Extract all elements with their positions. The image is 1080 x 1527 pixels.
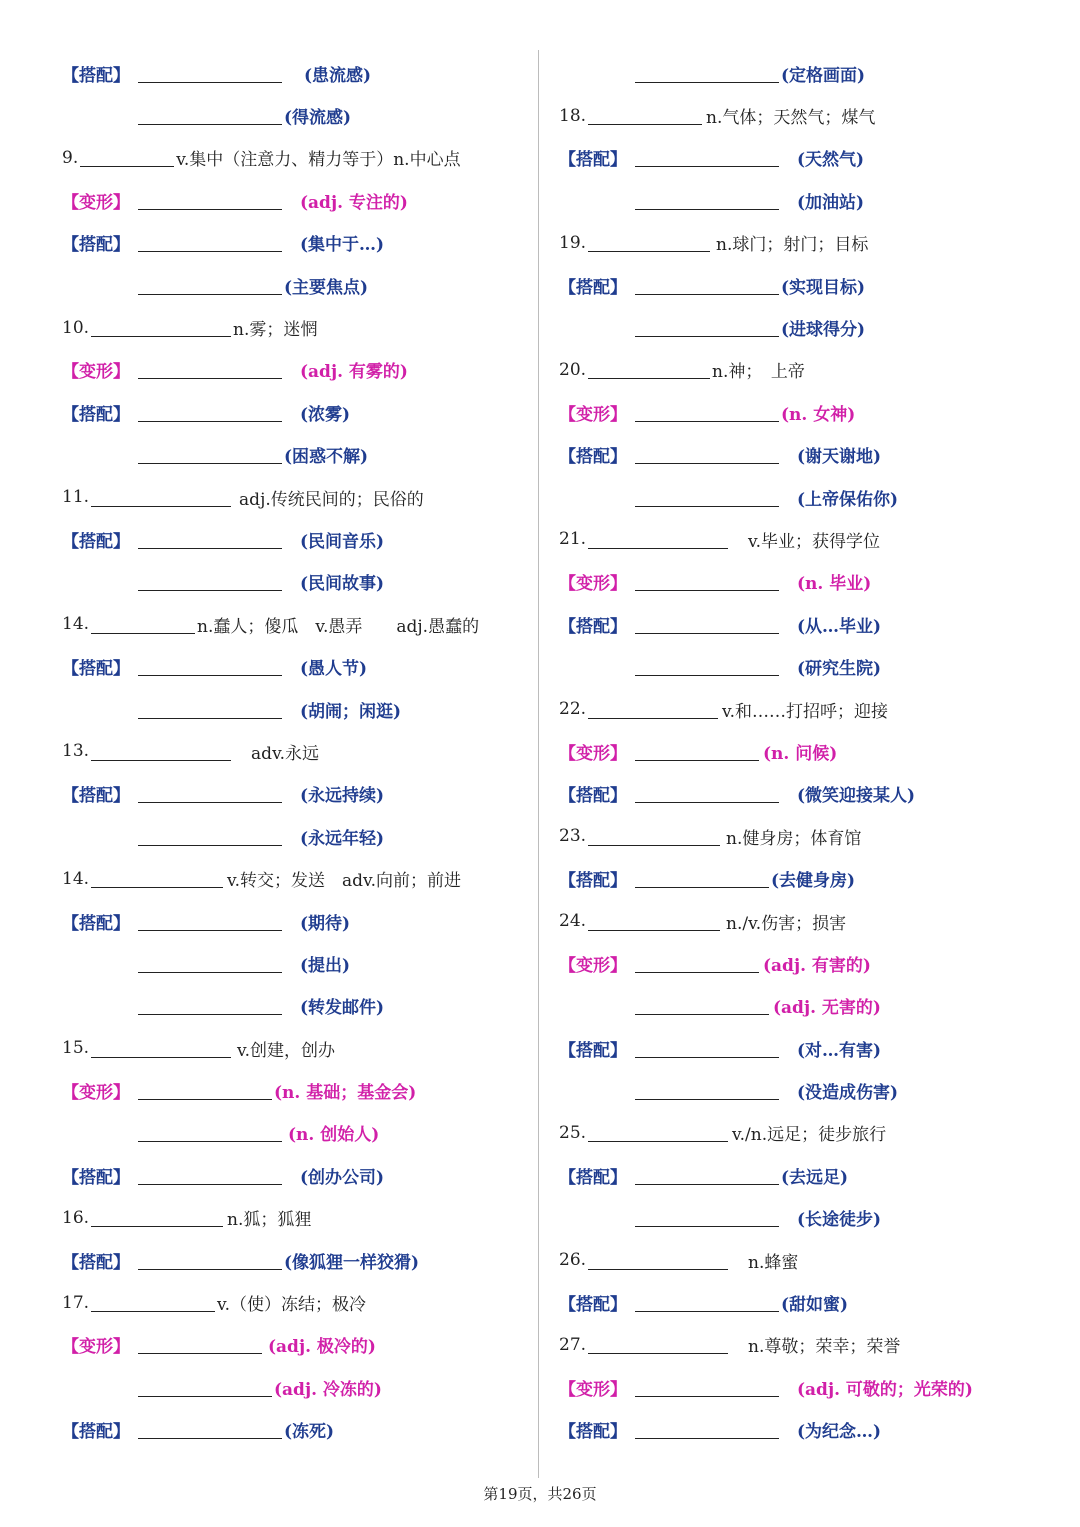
hint-text: (n. 问候)	[763, 743, 838, 764]
answer-blank[interactable]	[138, 657, 282, 676]
hint-text: (提出)	[300, 955, 351, 976]
entry-number: 17.	[62, 1292, 90, 1313]
answer-blank[interactable]	[138, 996, 282, 1015]
collocation-tag: 【搭配】	[62, 531, 130, 552]
answer-blank[interactable]	[588, 912, 720, 931]
hint-text: (永远年轻)	[300, 828, 385, 849]
answer-blank[interactable]	[138, 572, 282, 591]
vocab-entry	[62, 306, 522, 348]
vocab-entry	[559, 222, 1029, 264]
definition: n.蜂蜜	[748, 1252, 799, 1273]
tag-row	[62, 1239, 522, 1281]
tag-row	[559, 1154, 1029, 1196]
hint-text: (adj. 专注的)	[300, 192, 408, 213]
collocation-tag: 【搭配】	[559, 447, 627, 468]
answer-blank[interactable]	[138, 912, 282, 931]
hint-text: (n. 女神)	[781, 404, 856, 425]
answer-blank[interactable]	[138, 784, 282, 803]
entry-number: 23.	[559, 826, 587, 847]
entry-number: 20.	[559, 359, 587, 380]
entry-number: 14.	[62, 614, 90, 635]
collocation-tag: 【搭配】	[62, 65, 130, 86]
entry-number: 25.	[559, 1122, 587, 1143]
answer-blank[interactable]	[138, 191, 282, 210]
answer-blank[interactable]	[80, 148, 174, 167]
hint-text: (困惑不解)	[284, 447, 369, 468]
tag-row	[559, 434, 1029, 476]
answer-blank[interactable]	[138, 403, 282, 422]
continuation-row	[62, 942, 522, 984]
entry-number: 11.	[62, 487, 90, 508]
vocab-entry	[559, 1112, 1029, 1154]
continuation-row	[559, 476, 1029, 518]
tag-row	[62, 518, 522, 560]
tag-row	[62, 1409, 522, 1451]
answer-blank[interactable]	[635, 1039, 779, 1058]
vocab-entry	[62, 603, 522, 645]
tag-row	[559, 730, 1029, 772]
hint-text: (没造成伤害)	[797, 1083, 899, 1104]
hint-text: (研究生院)	[797, 659, 882, 680]
hint-text: (加油站)	[797, 192, 865, 213]
continuation-row	[559, 1069, 1029, 1111]
answer-blank[interactable]	[91, 1208, 223, 1227]
answer-blank[interactable]	[138, 1123, 282, 1142]
definition: n.雾；迷惘	[233, 320, 318, 341]
definition: v./n.远足；徒步旅行	[732, 1125, 887, 1146]
entry-number: 13.	[62, 741, 90, 762]
vocab-entry	[62, 1197, 522, 1239]
answer-blank[interactable]	[635, 148, 779, 167]
hint-text: (adj. 有害的)	[763, 955, 871, 976]
definition: v.毕业；获得学位	[748, 531, 881, 552]
answer-blank[interactable]	[138, 530, 282, 549]
definition: v.创建，创办	[237, 1040, 336, 1061]
hint-text: (n. 创始人)	[288, 1125, 380, 1146]
variant-tag: 【变形】	[62, 1083, 130, 1104]
page-footer: 第19页，共26页	[483, 1485, 597, 1503]
answer-blank[interactable]	[635, 615, 779, 634]
collocation-tag: 【搭配】	[559, 616, 627, 637]
entry-number: 9.	[62, 147, 79, 168]
tag-row	[559, 264, 1029, 306]
tag-row	[559, 137, 1029, 179]
hint-text: (患流感)	[304, 65, 372, 86]
vocab-entry	[62, 137, 522, 179]
answer-blank[interactable]	[635, 1420, 779, 1439]
answer-blank[interactable]	[138, 1166, 282, 1185]
answer-blank[interactable]	[635, 445, 779, 464]
answer-blank[interactable]	[635, 1166, 779, 1185]
continuation-row	[62, 1366, 522, 1408]
vocab-entry	[62, 1027, 522, 1069]
collocation-tag: 【搭配】	[62, 1252, 130, 1273]
answer-blank[interactable]	[138, 233, 282, 252]
vocab-entry	[559, 688, 1029, 730]
hint-text: (创办公司)	[300, 1167, 385, 1188]
entry-number: 19.	[559, 232, 587, 253]
answer-blank[interactable]	[588, 1123, 728, 1142]
definition: v.和……打招呼；迎接	[722, 701, 889, 722]
continuation-row	[62, 561, 522, 603]
hint-text: (adj. 冷冻的)	[274, 1379, 382, 1400]
tag-row	[62, 773, 522, 815]
tag-row	[62, 391, 522, 433]
hint-text: (去健身房)	[771, 871, 856, 892]
hint-text: (转发邮件)	[300, 998, 385, 1019]
answer-blank[interactable]	[138, 360, 282, 379]
answer-blank[interactable]	[91, 869, 223, 888]
variant-tag: 【变形】	[62, 362, 130, 383]
continuation-row	[559, 52, 1029, 94]
hint-text: (adj. 有雾的)	[300, 362, 408, 383]
continuation-row	[559, 985, 1029, 1027]
answer-blank[interactable]	[635, 1378, 779, 1397]
variant-tag: 【变形】	[559, 574, 627, 595]
definition: adj.传统民间的；民俗的	[239, 489, 424, 510]
answer-blank[interactable]	[91, 488, 231, 507]
tag-row	[559, 561, 1029, 603]
continuation-row	[62, 985, 522, 1027]
collocation-tag: 【搭配】	[62, 913, 130, 934]
answer-blank[interactable]	[138, 1251, 282, 1270]
hint-text: (adj. 无害的)	[773, 998, 881, 1019]
entry-number: 15.	[62, 1038, 90, 1059]
hint-text: (实现目标)	[781, 277, 866, 298]
hint-text: (从…毕业)	[797, 616, 882, 637]
answer-blank[interactable]	[635, 954, 759, 973]
hint-text: (进球得分)	[781, 320, 866, 341]
continuation-row	[62, 94, 522, 136]
answer-blank[interactable]	[588, 1251, 728, 1270]
answer-blank[interactable]	[138, 276, 282, 295]
hint-text: (n. 基础；基金会)	[274, 1083, 417, 1104]
continuation-row	[559, 306, 1029, 348]
answer-blank[interactable]	[588, 827, 720, 846]
hint-text: (谢天谢地)	[797, 447, 882, 468]
vocab-entry	[559, 1239, 1029, 1281]
answer-blank[interactable]	[138, 700, 282, 719]
answer-blank[interactable]	[588, 106, 702, 125]
tag-row	[62, 179, 522, 221]
continuation-row	[62, 264, 522, 306]
answer-blank[interactable]	[635, 403, 779, 422]
answer-blank[interactable]	[635, 784, 779, 803]
vocab-entry	[62, 1281, 522, 1323]
answer-blank[interactable]	[635, 64, 779, 83]
hint-text: (adj. 极冷的)	[268, 1337, 376, 1358]
answer-blank[interactable]	[138, 1081, 272, 1100]
vocab-entry	[62, 730, 522, 772]
tag-row	[62, 52, 522, 94]
hint-text: (甜如蜜)	[781, 1295, 849, 1316]
answer-blank[interactable]	[138, 1378, 272, 1397]
hint-text: (上帝保佑你)	[797, 489, 899, 510]
answer-blank[interactable]	[91, 1293, 215, 1312]
collocation-tag: 【搭配】	[62, 1167, 130, 1188]
collocation-tag: 【搭配】	[62, 1422, 130, 1443]
answer-blank[interactable]	[91, 1039, 231, 1058]
hint-text: (愚人节)	[300, 659, 368, 680]
collocation-tag: 【搭配】	[559, 871, 627, 892]
hint-text: (浓雾)	[300, 404, 351, 425]
definition: n.健身房；体育馆	[726, 828, 862, 849]
collocation-tag: 【搭配】	[62, 786, 130, 807]
collocation-tag: 【搭配】	[559, 1295, 627, 1316]
answer-blank[interactable]	[635, 996, 769, 1015]
answer-blank[interactable]	[138, 954, 282, 973]
collocation-tag: 【搭配】	[559, 786, 627, 807]
definition: n.蠢人；傻瓜 v.愚弄 adj.愚蠢的	[197, 616, 480, 637]
hint-text: (胡闹；闲逛)	[300, 701, 402, 722]
tag-row	[62, 222, 522, 264]
definition: adv.永远	[251, 743, 320, 764]
tag-row	[559, 942, 1029, 984]
hint-text: (天然气)	[797, 150, 865, 171]
definition: n.球门；射门；目标	[716, 235, 869, 256]
answer-blank[interactable]	[635, 191, 779, 210]
tag-row	[559, 857, 1029, 899]
vocab-entry	[559, 349, 1029, 391]
vocab-entry	[559, 94, 1029, 136]
continuation-row	[559, 645, 1029, 687]
vocab-entry	[559, 815, 1029, 857]
answer-blank[interactable]	[635, 1081, 779, 1100]
hint-text: (长途徒步)	[797, 1210, 882, 1231]
tag-row	[559, 391, 1029, 433]
continuation-row	[62, 815, 522, 857]
tag-row	[62, 1154, 522, 1196]
tag-row	[62, 1069, 522, 1111]
continuation-row	[559, 1197, 1029, 1239]
entry-number: 22.	[559, 699, 587, 720]
definition: n.尊敬；荣幸；荣誉	[748, 1337, 901, 1358]
right-column	[559, 52, 1029, 1451]
entry-number: 14.	[62, 868, 90, 889]
collocation-tag: 【搭配】	[559, 150, 627, 171]
entry-number: 10.	[62, 317, 90, 338]
answer-blank[interactable]	[635, 742, 759, 761]
hint-text: (民间故事)	[300, 574, 385, 595]
tag-row	[62, 645, 522, 687]
definition: v.集中（注意力、精力等于）n.中心点	[176, 150, 461, 171]
variant-tag: 【变形】	[559, 404, 627, 425]
variant-tag: 【变形】	[62, 1337, 130, 1358]
definition: n.神； 上帝	[712, 362, 805, 383]
hint-text: (去远足)	[781, 1167, 849, 1188]
continuation-row	[559, 179, 1029, 221]
hint-text: (为纪念…)	[797, 1422, 882, 1443]
left-column	[62, 52, 522, 1451]
answer-blank[interactable]	[588, 1335, 728, 1354]
hint-text: (冻死)	[284, 1422, 335, 1443]
answer-blank[interactable]	[138, 64, 282, 83]
vocab-entry	[62, 857, 522, 899]
answer-blank[interactable]	[138, 445, 282, 464]
entry-number: 21.	[559, 529, 587, 550]
answer-blank[interactable]	[635, 869, 769, 888]
answer-blank[interactable]	[138, 827, 282, 846]
answer-blank[interactable]	[635, 1208, 779, 1227]
collocation-tag: 【搭配】	[62, 235, 130, 256]
tag-row	[62, 1324, 522, 1366]
vocab-entry	[559, 1324, 1029, 1366]
definition: n./v.伤害；损害	[726, 913, 847, 934]
answer-blank[interactable]	[635, 572, 779, 591]
answer-blank[interactable]	[138, 1420, 282, 1439]
entry-number: 26.	[559, 1250, 587, 1271]
tag-row	[559, 1027, 1029, 1069]
hint-text: (永远持续)	[300, 786, 385, 807]
answer-blank[interactable]	[138, 106, 282, 125]
definition: v.转交；发送 adv.向前；前进	[227, 871, 462, 892]
hint-text: (n. 毕业)	[797, 574, 872, 595]
answer-blank[interactable]	[635, 318, 779, 337]
tag-row	[62, 349, 522, 391]
hint-text: (集中于…)	[300, 235, 385, 256]
continuation-row	[62, 688, 522, 730]
variant-tag: 【变形】	[559, 1379, 627, 1400]
hint-text: (民间音乐)	[300, 531, 385, 552]
entry-number: 27.	[559, 1334, 587, 1355]
answer-blank[interactable]	[588, 530, 728, 549]
tag-row	[559, 1409, 1029, 1451]
hint-text: (期待)	[300, 913, 351, 934]
vocab-entry	[62, 476, 522, 518]
answer-blank[interactable]	[635, 1293, 779, 1312]
answer-blank[interactable]	[91, 318, 231, 337]
definition: n.狐；狐狸	[227, 1210, 312, 1231]
vocab-entry	[559, 900, 1029, 942]
answer-blank[interactable]	[91, 742, 231, 761]
hint-text: (像狐狸一样狡猾)	[284, 1252, 420, 1273]
entry-number: 24.	[559, 911, 587, 931]
entry-number: 18.	[559, 105, 587, 126]
hint-text: (主要焦点)	[284, 277, 369, 298]
continuation-row	[62, 1112, 522, 1154]
tag-row	[559, 1281, 1029, 1323]
tag-row	[559, 603, 1029, 645]
hint-text: (adj. 可敬的；光荣的)	[797, 1379, 973, 1400]
tag-row	[559, 1366, 1029, 1408]
definition: n.气体；天然气；煤气	[706, 108, 876, 129]
answer-blank[interactable]	[138, 1335, 262, 1354]
answer-blank[interactable]	[635, 276, 779, 295]
hint-text: (定格画面)	[781, 65, 866, 86]
answer-blank[interactable]	[588, 700, 718, 719]
vocab-entry	[559, 518, 1029, 560]
collocation-tag: 【搭配】	[62, 659, 130, 680]
answer-blank[interactable]	[635, 657, 779, 676]
column-divider	[538, 50, 539, 1478]
entry-number: 16.	[62, 1207, 90, 1228]
answer-blank[interactable]	[91, 615, 195, 634]
variant-tag: 【变形】	[559, 743, 627, 764]
hint-text: (微笑迎接某人)	[797, 786, 916, 807]
hint-text: (对…有害)	[797, 1040, 882, 1061]
collocation-tag: 【搭配】	[559, 1422, 627, 1443]
collocation-tag: 【搭配】	[559, 1167, 627, 1188]
collocation-tag: 【搭配】	[559, 1040, 627, 1061]
collocation-tag: 【搭配】	[559, 277, 627, 298]
answer-blank[interactable]	[588, 360, 710, 379]
collocation-tag: 【搭配】	[62, 404, 130, 425]
hint-text: (得流感)	[284, 108, 352, 129]
answer-blank[interactable]	[635, 488, 779, 507]
answer-blank[interactable]	[588, 233, 710, 252]
variant-tag: 【变形】	[559, 955, 627, 976]
tag-row	[62, 900, 522, 942]
definition: v.（使）冻结；极冷	[217, 1295, 367, 1316]
tag-row	[559, 773, 1029, 815]
variant-tag: 【变形】	[62, 192, 130, 213]
continuation-row	[62, 434, 522, 476]
